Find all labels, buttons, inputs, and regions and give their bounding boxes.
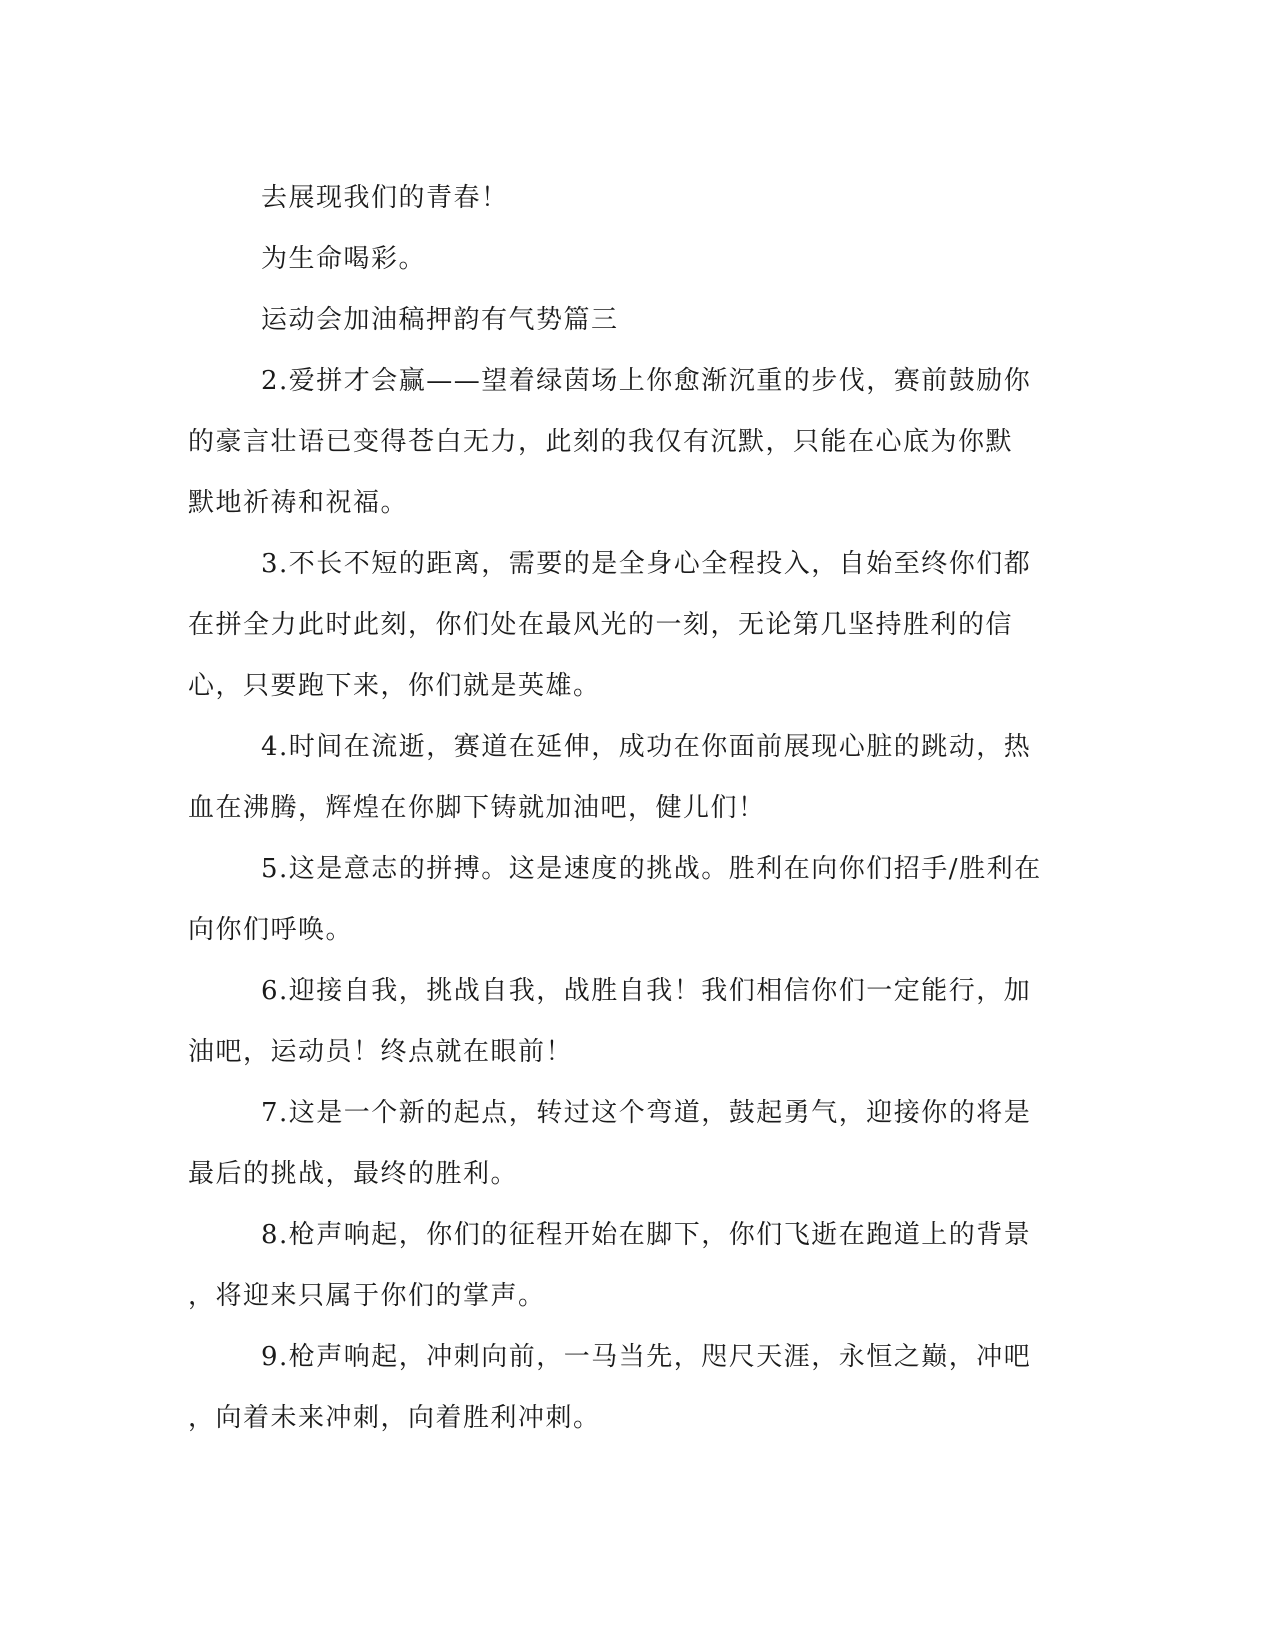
paragraph-3-line: 心，只要跑下来，你们就是英雄。 <box>188 671 601 701</box>
paragraph-9-line: ，向着未来冲刺，向着胜利冲刺。 <box>188 1403 601 1433</box>
paragraph-2-line: 的豪言壮语已变得苍白无力，此刻的我仅有沉默，只能在心底为你默 <box>188 427 1014 457</box>
paragraph-5-line: 5.这是意志的拼搏。这是速度的挑战。胜利在向你们招手/胜利在 <box>261 854 1042 884</box>
paragraph-3-line: 在拼全力此时此刻，你们处在最风光的一刻，无论第几坚持胜利的信 <box>188 610 1014 640</box>
paragraph-3-line: 3.不长不短的距离，需要的是全身心全程投入，自始至终你们都 <box>261 549 1032 579</box>
paragraph-8-line: ，将迎来只属于你们的掌声。 <box>188 1281 546 1311</box>
paragraph-4-line: 血在沸腾，辉煌在你脚下铸就加油吧，健儿们！ <box>188 793 766 823</box>
paragraph-9-line: 9.枪声响起，冲刺向前，一马当先，咫尺天涯，永恒之巅，冲吧 <box>261 1342 1032 1372</box>
document-body <box>188 168 1068 1449</box>
paragraph-2-line: 默地祈祷和祝福。 <box>188 488 409 518</box>
section-heading: 运动会加油稿押韵有气势篇三 <box>261 305 619 335</box>
paragraph-6-line: 油吧，运动员！终点就在眼前！ <box>188 1037 574 1067</box>
paragraph-6-line: 6.迎接自我，挑战自我，战胜自我！我们相信你们一定能行，加 <box>261 976 1032 1006</box>
text-line: 去展现我们的青春！ <box>261 183 509 213</box>
paragraph-2-line: 2.爱拼才会赢——望着绿茵场上你愈渐沉重的步伐，赛前鼓励你 <box>261 366 1032 396</box>
paragraph-4-line: 4.时间在流逝，赛道在延伸，成功在你面前展现心脏的跳动，热 <box>261 732 1032 762</box>
text-line: 为生命喝彩。 <box>261 244 427 274</box>
paragraph-7-line: 最后的挑战，最终的胜利。 <box>188 1159 519 1189</box>
paragraph-5-line: 向你们呼唤。 <box>188 915 354 945</box>
paragraph-7-line: 7.这是一个新的起点，转过这个弯道，鼓起勇气，迎接你的将是 <box>261 1098 1032 1128</box>
paragraph-8-line: 8.枪声响起，你们的征程开始在脚下，你们飞逝在跑道上的背景 <box>261 1220 1032 1250</box>
